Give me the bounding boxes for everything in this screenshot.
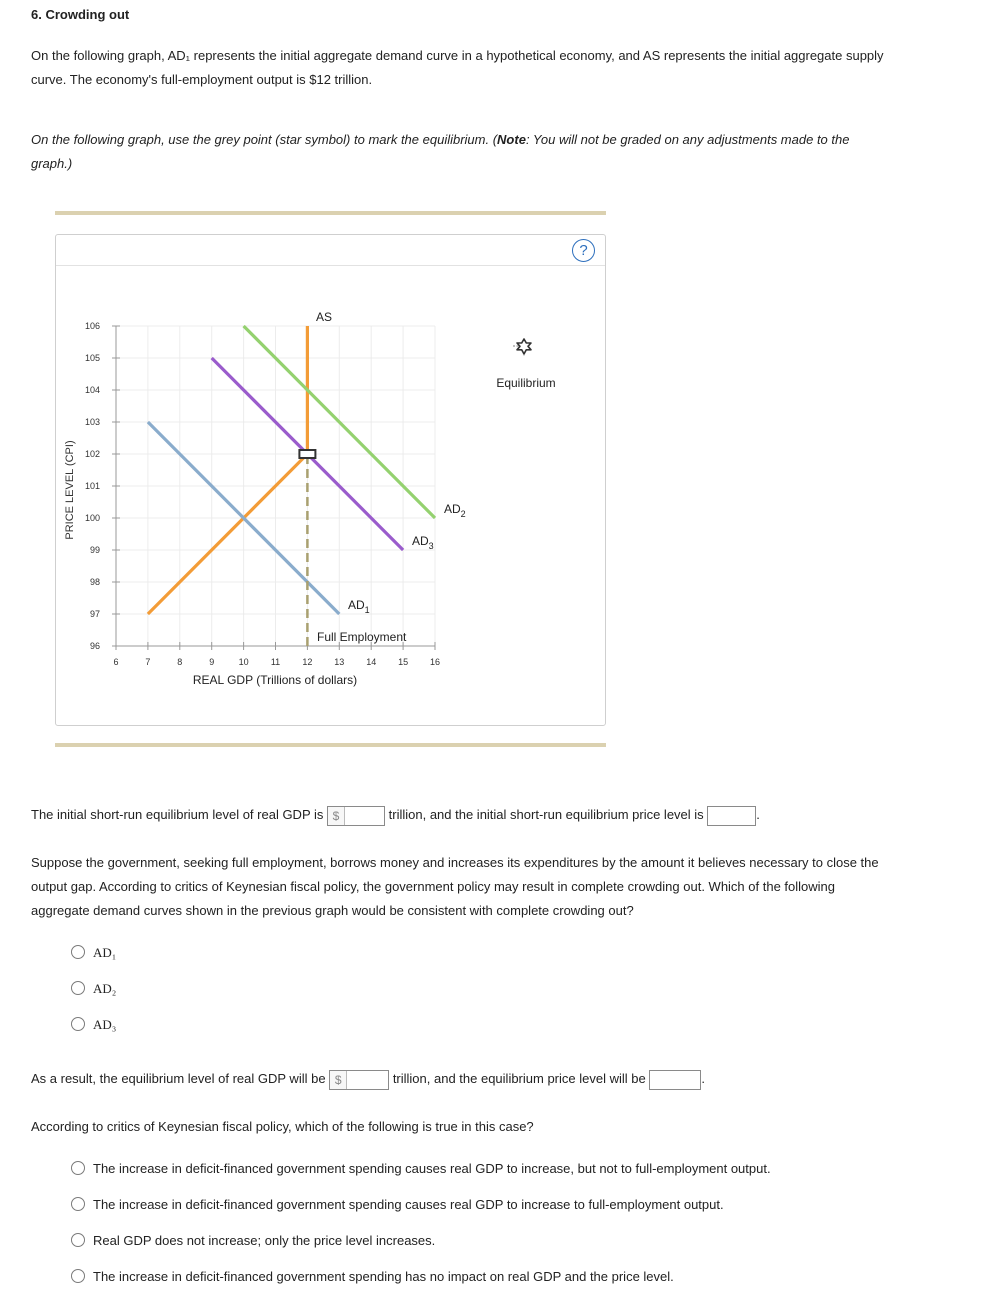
radio-button[interactable] xyxy=(71,945,85,959)
y-tick-label: 98 xyxy=(89,577,100,587)
q3-dollar-sign: $ xyxy=(330,1071,347,1089)
q4-option-4[interactable]: The increase in deficit-financed government spending has no impact on real GDP and the price level. xyxy=(71,1268,674,1286)
radio-button[interactable] xyxy=(71,1197,85,1211)
q1-prefix: The initial short-run equilibrium level of real GDP is xyxy=(31,807,324,822)
x-tick-label: 10 xyxy=(238,657,249,667)
q4-option-1[interactable]: The increase in deficit-financed government spending causes real GDP to increase, but not to full-employment output. xyxy=(71,1160,771,1178)
y-tick-label: 103 xyxy=(84,417,100,427)
y-tick-label: 96 xyxy=(89,641,100,651)
help-button[interactable]: ? xyxy=(572,239,595,262)
y-tick-label: 106 xyxy=(84,321,100,331)
series-as xyxy=(148,326,308,614)
x-tick-label: 6 xyxy=(113,657,119,667)
q2-option-ad1[interactable]: AD₁ xyxy=(71,944,116,962)
y-tick-label: 100 xyxy=(84,513,100,523)
x-tick-label: 12 xyxy=(302,657,313,667)
x-tick-label: 8 xyxy=(177,657,183,667)
q2-line-3: aggregate demand curves shown in the previous graph would be consistent with complete crowding out? xyxy=(31,903,634,918)
q2-line-2: output gap. According to critics of Keynesian fiscal policy, the government policy may result in complete crowding out. Which of the following xyxy=(31,879,835,894)
radio-button[interactable] xyxy=(71,1017,85,1031)
y-tick-label: 105 xyxy=(84,353,100,363)
star-icon xyxy=(517,339,531,354)
q2-option-ad2[interactable]: AD₂ xyxy=(71,980,116,998)
ad2-curve-label: $AD_2$ xyxy=(444,502,466,519)
x-tick-label: 7 xyxy=(145,657,151,667)
x-tick-label: 15 xyxy=(398,657,409,667)
q3-gdp-input[interactable] xyxy=(329,1070,389,1090)
x-axis-title: REAL GDP (Trillions of dollars) xyxy=(192,673,358,687)
equilibrium-star-tool[interactable] xyxy=(513,339,531,356)
q3-prefix: As a result, the equilibrium level of real GDP will be xyxy=(31,1071,326,1086)
q1-middle: trillion, and the initial short-run equilibrium price level is xyxy=(388,807,704,822)
q2-line-1: Suppose the government, seeking full employment, borrows money and increases its expenditures by the amount it believes necessary to close the xyxy=(31,855,879,870)
y-tick-label: 97 xyxy=(89,609,100,619)
q1-sentence xyxy=(31,803,971,827)
y-tick-label: 101 xyxy=(84,481,100,491)
instruction-prefix: On the following graph, use the grey point (star symbol) to mark the equilibrium. ( xyxy=(31,132,498,147)
question-title: 6. Crowding out xyxy=(31,7,130,22)
plot-labels xyxy=(85,321,440,667)
q2-option-ad3[interactable]: AD₃ xyxy=(71,1016,116,1034)
ad1-curve-label: $AD_1$ xyxy=(348,598,370,615)
x-tick-label: 14 xyxy=(366,657,377,667)
q3-sentence xyxy=(31,1067,971,1091)
x-tick-label: 11 xyxy=(270,657,281,667)
intro-line-2: curve. The economy's full-employment output is $12 trillion. xyxy=(31,72,373,87)
q1-end: . xyxy=(756,807,760,822)
intro-line-1: On the following graph, AD₁ represents the initial aggregate demand curve in a hypothetical economy, and AS represents the initial aggregate supply xyxy=(31,48,884,63)
ad3-curve-label: $AD_3$ xyxy=(412,534,434,551)
x-tick-label: 9 xyxy=(209,657,215,667)
x-tick-label: 16 xyxy=(429,657,441,667)
as-curve-label: AS xyxy=(316,310,333,324)
y-tick-label: 104 xyxy=(84,385,100,395)
radio-button[interactable] xyxy=(71,981,85,995)
y-axis-title: PRICE LEVEL (CPI) xyxy=(64,440,76,540)
q4-option-3[interactable]: Real GDP does not increase; only the price level increases. xyxy=(71,1232,435,1250)
radio-button[interactable] xyxy=(71,1161,85,1175)
y-tick-label: 102 xyxy=(84,449,100,459)
q1-price-input[interactable] xyxy=(707,806,756,826)
q1-dollar-sign: $ xyxy=(328,807,345,825)
instruction-note-label: Note xyxy=(497,132,526,147)
full-employment-label: Full Employment xyxy=(317,630,407,644)
equilibrium-legend-label: Equilibrium xyxy=(496,376,556,390)
q1-gdp-input[interactable] xyxy=(327,806,385,826)
q4-option-2[interactable]: The increase in deficit-financed government spending causes real GDP to increase to full-employment output. xyxy=(71,1196,724,1214)
full-employment-point-marker xyxy=(299,450,315,458)
q4-prompt: According to critics of Keynesian fiscal policy, which of the following is true in this case? xyxy=(31,1119,534,1134)
radio-button[interactable] xyxy=(71,1269,85,1283)
instruction-suffix: : You will not be graded on any adjustments made to the xyxy=(525,132,850,147)
y-tick-label: 99 xyxy=(89,545,100,555)
instruction-line-2: graph.) xyxy=(31,156,73,171)
radio-button[interactable] xyxy=(71,1233,85,1247)
q3-end: . xyxy=(701,1071,705,1086)
q3-price-input[interactable] xyxy=(649,1070,701,1090)
q3-middle: trillion, and the equilibrium price level will be xyxy=(392,1071,646,1086)
x-tick-label: 13 xyxy=(334,657,345,667)
